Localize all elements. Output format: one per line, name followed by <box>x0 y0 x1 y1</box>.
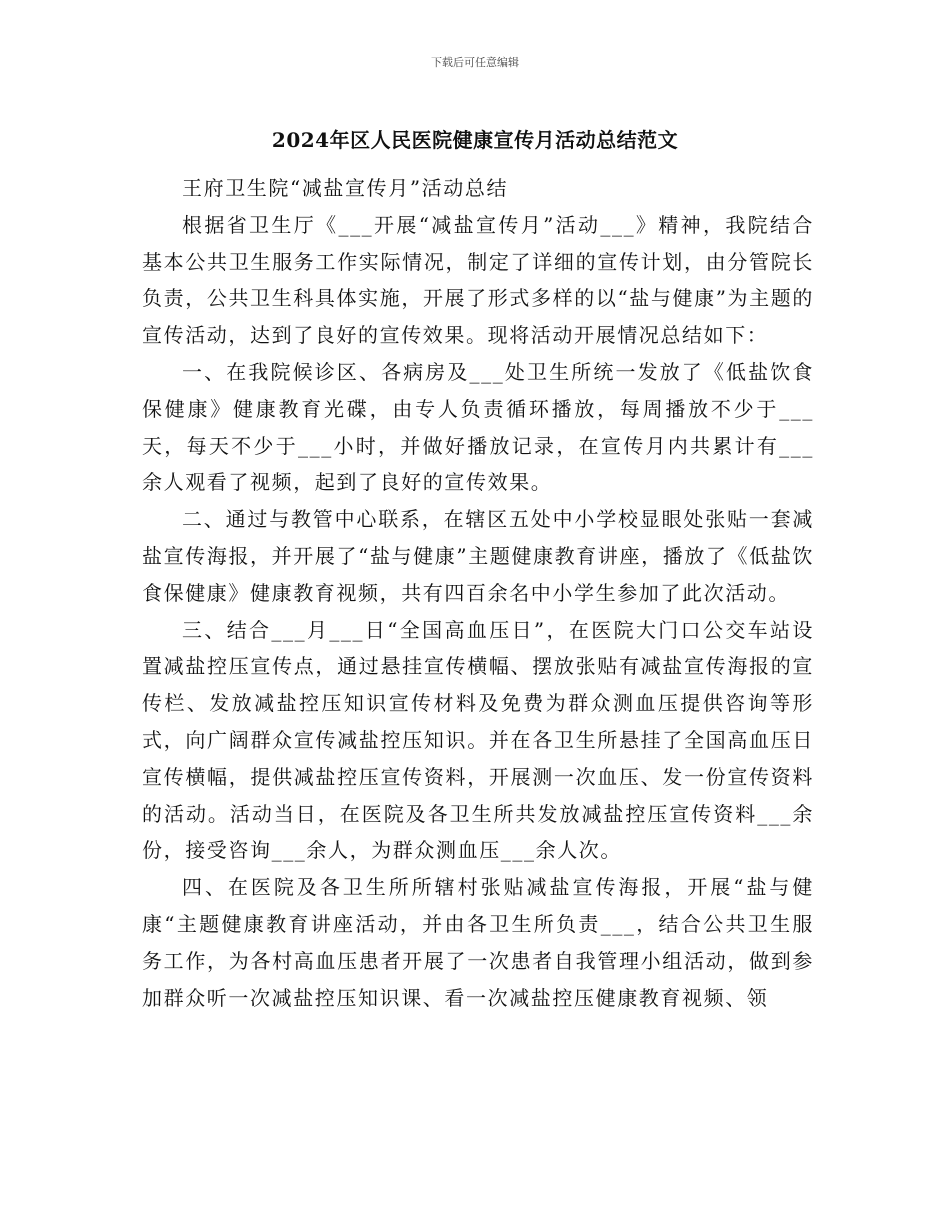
paragraph-subtitle: 王府卫生院“减盐宣传月”活动总结 <box>182 176 509 200</box>
header-note: 下载后可任意编辑 <box>431 56 519 69</box>
paragraph-intro: 根据省卫生厅《___开展“减盐宣传月”活动___》精神，我院结合基本公共卫生服务工作实际情况，制定了详细的宣传计划，由分管院长负责，公共卫生科具体实施，开展了形式多样的以“盐与健康”为主题的宣传活动，达到了良好的宣传效果。现将活动开展情况总结如下： <box>142 212 814 348</box>
paragraph-section-2: 二、通过与教管中心联系，在辖区五处中小学校显眼处张贴一套减盐宣传海报，并开展了“盐与健康”主题健康教育讲座，播放了《低盐饮食保健康》健康教育视频，共有四百余名中小学生参加了此次活动。 <box>142 507 814 605</box>
paragraph-section-1: 一、在我院候诊区、各病房及___处卫生所统一发放了《低盐饮食保健康》健康教育光碟，由专人负责循环播放，每周播放不少于___天，每天不少于___小时，并做好播放记录，在宣传月内共累计有___余人观看了视频，起到了良好的宣传效果。 <box>142 359 814 495</box>
document-body <box>142 170 814 1016</box>
document-title: 2024年区人民医院健康宣传月活动总结范文 <box>271 128 679 152</box>
paragraph-section-3: 三、结合___月___日“全国高血压日”，在医院大门口公交车站设置减盐控压宣传点，通过悬挂宣传横幅、摆放张贴有减盐宣传海报的宣传栏、发放减盐控压知识宣传材料及免费为群众测血压提供咨询等形式，向广阔群众宣传减盐控压知识。并在各卫生所悬挂了全国高血压日宣传横幅，提供减盐控压宣传资料，开展测一次血压、发一份宣传资料的活动。活动当日，在医院及各卫生所共发放减盐控压宣传资料___余份，接受咨询___余人，为群众测血压___余人次。 <box>142 617 814 863</box>
paragraph-section-4: 四、在医院及各卫生所所辖村张贴减盐宣传海报，开展“盐与健康“主题健康教育讲座活动，并由各卫生所负责___，结合公共卫生服务工作，为各村高血压患者开展了一次患者自我管理小组活动，做到参加群众听一次减盐控压知识课、看一次减盐控压健康教育视频、领 <box>142 875 814 1010</box>
